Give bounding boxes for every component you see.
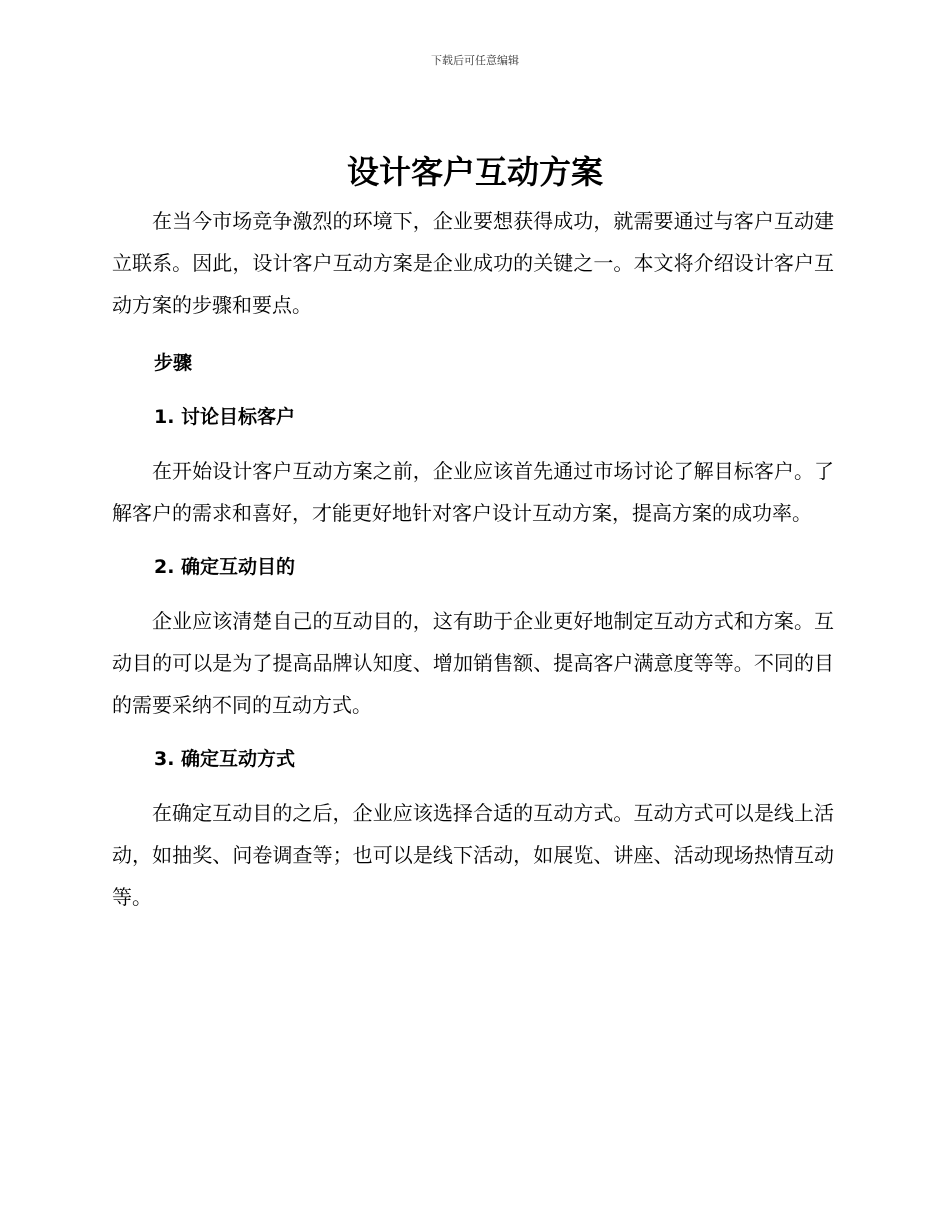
section-body-3: 在确定互动目的之后，企业应该选择合适的互动方式。互动方式可以是线上活动，如抽奖、问卷调查等；也可以是线下活动，如展览、讲座、活动现场热情互动等。: [112, 801, 834, 909]
section-heading-1: 1. 讨论目标客户: [154, 406, 296, 428]
document-title: 设计客户互动方案: [346, 153, 603, 191]
page-header: 下载后可任意编辑: [431, 54, 519, 67]
document-body: [112, 200, 834, 930]
steps-heading: 步骤: [154, 352, 193, 374]
section-heading-2: 2. 确定互动目的: [154, 556, 296, 578]
intro-paragraph: 在当今市场竞争激烈的环境下，企业要想获得成功，就需要通过与客户互动建立联系。因此，设计客户互动方案是企业成功的关键之一。本文将介绍设计客户互动方案的步骤和要点。: [112, 209, 834, 317]
section-body-1: 在开始设计客户互动方案之前，企业应该首先通过市场讨论了解目标客户。了解客户的需求和喜好，才能更好地针对客户设计互动方案，提高方案的成功率。: [112, 459, 834, 525]
section-heading-3: 3. 确定互动方式: [154, 748, 296, 770]
section-body-2: 企业应该清楚自己的互动目的，这有助于企业更好地制定互动方式和方案。互动目的可以是为了提高品牌认知度、增加销售额、提高客户满意度等等。不同的目的需要采纳不同的互动方式。: [112, 609, 834, 717]
